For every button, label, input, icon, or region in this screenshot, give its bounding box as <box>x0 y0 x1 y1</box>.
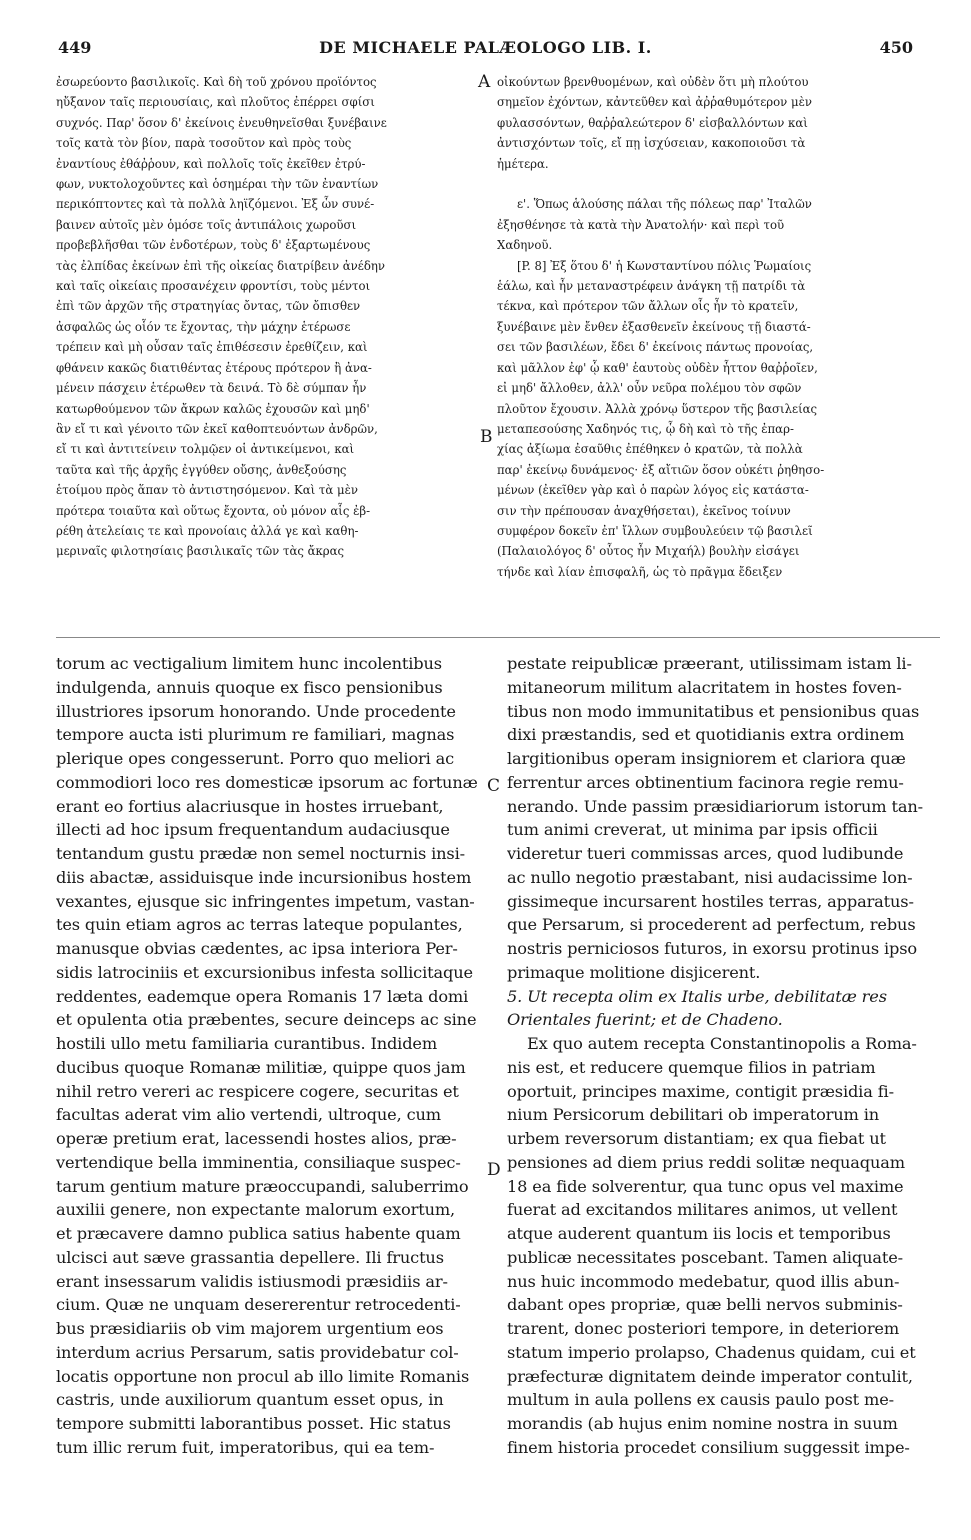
greek-left-line: ἑτοίμου πρὸς ἅπαν τὸ ἀντιστησόμενον. Καὶ τὰ μὲν <box>56 483 358 498</box>
greek-right-line: ε'. Ὅπως ἁλούσης πάλαι τῆς πόλεως παρ' Ἰταλῶν <box>517 197 812 212</box>
latin-left-line: tentandum gustu prædæ non semel nocturnis insi- <box>56 844 465 863</box>
greek-right-line: ξυνέβαινε μὲν ἔνθεν ἐξασθενεῖν ἐκείνους τῇ διαστά- <box>497 319 811 334</box>
greek-right-line: ἡμέτερα. <box>497 156 549 171</box>
greek-left-line: ηὔξανον ταῖς περιουσίαις, καὶ πλοῦτος ἐπέρρει σφίσι <box>56 95 375 110</box>
latin-left-line: et opulenta otia præbentes, secure deinceps ac sine <box>56 1010 477 1030</box>
latin-right-line: pestate reipublicæ præerant, utilissimam istam li- <box>507 654 912 673</box>
greek-right-line: ἑάλω, καὶ ἦν μεταναστρέφειν ἀνάγκη τῇ πατρίδι τὰ <box>497 279 806 294</box>
latin-right-line: finem historia procedet consilium suggessit impe- <box>507 1437 910 1457</box>
latin-right-line: tum animi creverat, ut minima par ipsis officii <box>507 820 878 840</box>
latin-left-line: tempore aucta isti plurimum re familiari, magnas <box>56 725 455 745</box>
latin-right-line: urbem reversorum distantiam; ex qua fiebat ut <box>507 1129 886 1148</box>
greek-left-line: βαινεν αὐτοῖς μὲν ὁμόσε τοῖς ἀντιπάλοις χωροῦσι <box>56 217 357 232</box>
greek-column-left <box>56 72 478 562</box>
latin-left-line: interdum acrius Persarum, satis providebatur col- <box>56 1342 459 1362</box>
latin-left-line: erant insessarum validis istiusmodi præsidiis ar- <box>56 1271 448 1291</box>
latin-left-line: erant eo fortius alacriusque in hostes irruebant, <box>56 796 444 816</box>
greek-left-line: κατωρθούμενον τῶν ἄκρων καλῶς ἐχουσῶν καὶ μηδ' <box>56 401 370 416</box>
latin-left-line: ducibus quoque Romanæ militiæ, quippe quos jam <box>56 1057 466 1077</box>
greek-right-line: Χαδηνοῦ. <box>497 238 553 253</box>
greek-right-line: χίας ἀξίωμα ἐσαῦθις ἐπέθηκεν ὁ κρατῶν, τὰ πολλὰ <box>497 442 803 457</box>
greek-right-line: σημεῖον ἐχόντων, κἀντεῦθεν καὶ ἀῤῥαθυμότερον μὲν <box>497 95 812 110</box>
latin-right-line: dixi præstandis, sed et quotidianis extra ordinem <box>507 725 905 745</box>
latin-left-line: locatis opportune non procul ab illo limite Romanis <box>56 1366 470 1386</box>
latin-right-line: publicæ necessitates poscebant. Tamen aliquate- <box>507 1247 904 1267</box>
greek-left-line: ἂν εἴ τι καὶ γένοιτο τῶν ἐκεῖ καθοπτευόντων ἀνδρῶν, <box>56 421 378 436</box>
latin-right-line: 18 ea fide solverentur, qua tunc opus vel maxime <box>507 1176 904 1196</box>
running-title: DE MICHAELE PALÆOLOGO LIB. I. <box>319 38 652 57</box>
greek-right-line: εἰ μηδ' ἄλλοθεν, ἀλλ' οὖν νεῦρα πολέμου τὸν σφῶν <box>497 381 802 396</box>
latin-left-line: bus præsidiariis ob vim majorem urgentium eos <box>56 1319 444 1338</box>
latin-right-line: ferrentur arces obtinentium facinora regie remu- <box>507 772 904 792</box>
latin-right-line: dabant opes propriæ, quæ belli nervos subminis- <box>507 1295 903 1315</box>
greek-right-line: μένων (ἐκεῖθεν γὰρ καὶ ὁ παρὼν λόγος εἰς κατάστα- <box>497 483 809 498</box>
latin-right-line: videretur tueri commissas arces, quod ludibunde <box>507 844 904 863</box>
greek-left-line: ἐπὶ τῶν ἀρχῶν τῆς στρατηγίας ὄντας, τῶν ὄπισθεν <box>56 299 361 314</box>
latin-left-line: illecti ad hoc ipsum frequentandum audaciusque <box>56 820 450 840</box>
latin-left-line: plerique opes congesserunt. Porro quo meliori ac <box>56 749 455 768</box>
latin-left-line: commodiori loco res domesticæ ipsorum ac fortunæ <box>56 772 478 792</box>
greek-right-line: συμφέρον δοκεῖν ἐπ' ἴλλων συμβουλεύειν τῷ βασιλεῖ <box>497 523 813 538</box>
page-number-left: 449 <box>58 38 92 57</box>
latin-right-line: multum in aula pollens ex causis paulo post me- <box>507 1390 894 1410</box>
latin-left-line: hostili ullo metu familiaria curantibus. Indidem <box>56 1034 438 1053</box>
latin-left-line: illustriores ipsorum honorando. Unde procedente <box>56 701 456 721</box>
greek-right-line <box>497 174 923 194</box>
greek-right-line: καὶ μᾶλλον ἐφ' ᾧ καθ' ἑαυτοὺς οὐδὲν ἧττον θαῤῥοῖεν, <box>497 360 818 375</box>
latin-right-line: mitaneorum militum alacritatem in hostes foven- <box>507 677 902 697</box>
latin-left-line: vertendique bella imminentia, consiliaque suspec- <box>56 1152 461 1172</box>
latin-left-line: indulgenda, annuis quoque ex fisco pensionibus <box>56 677 443 697</box>
latin-right-line: que Persarum, si procederent ad perfectum, rebus <box>507 915 916 935</box>
latin-left-line: et præcavere damno publica satius habente quam <box>56 1224 461 1243</box>
latin-left-line: torum ac vectigalium limitem hunc incolentibus <box>56 654 442 673</box>
greek-right-line: ἐξησθένησε τὰ κατὰ τὴν Ἀνατολήν· καὶ περὶ τοῦ <box>497 217 785 232</box>
latin-left-line: vexantes, ejusque sic infringentes impetum, vastan- <box>56 891 475 911</box>
latin-left-line: diis abactæ, assiduisque inde incursionibus hostem <box>56 867 472 887</box>
greek-right-line: φυλασσόντων, θαῤῥαλεώτερον δ' εἰσβαλλόντων καὶ <box>497 115 808 130</box>
margin-letter-d: D <box>487 1160 501 1180</box>
latin-right-line: gissimeque incursarent hostiles terras, apparatus- <box>507 891 914 911</box>
latin-right-line: Ex quo autem recepta Constantinopolis a Roma- <box>527 1034 917 1053</box>
latin-left-line: cium. Quæ ne unquam desererentur retrocedenti- <box>56 1295 461 1315</box>
greek-right-line: οἰκούντων βρενθυομένων, καὶ οὐδὲν ὅτι μὴ πλούτου <box>497 75 809 89</box>
greek-left-line: φθάνειν κακῶς διατιθέντας ἑτέρους πρότερον ἢ ἀνα- <box>56 360 372 375</box>
latin-right-line: nostris perniciosos futuros, in exorsu protinus ipso <box>507 939 918 958</box>
latin-right-line: primaque molitione disjicerent. <box>507 962 761 982</box>
latin-left-line: tempore submitti laborantibus posset. Hic status <box>56 1414 451 1433</box>
latin-right-line: oportuit, principes maxime, contigit præsidia fi- <box>507 1081 894 1101</box>
greek-right-line: σει τῶν βασιλέων, ἔδει δ' ἐκείνοις πάντως προνοίας, <box>497 340 814 355</box>
latin-left-line: facultas aderat vim alio vertendi, ultroque, cum <box>56 1105 441 1125</box>
latin-right-line: nium Persicorum debilitari ob imperatorum in <box>507 1105 880 1125</box>
greek-left-line: τοῖς κατὰ τὸν βίον, παρὰ τοσοῦτον καὶ πρὸς τοὺς <box>56 136 352 151</box>
latin-right-line: trarent, donec posteriori tempore, in deteriorem <box>507 1319 900 1338</box>
page-number-right: 450 <box>879 38 913 57</box>
greek-left-line: ἐσωρεύοντο βασιλικοῖς. Καὶ δὴ τοῦ χρόνου προϊόντος <box>56 75 377 89</box>
latin-left-line: ulcisci aut sæve grassantia depellere. Ili fructus <box>56 1247 444 1267</box>
latin-right-line: tibus non modo immunitatibus et pensionibus quas <box>507 701 920 721</box>
greek-left-line: τὰς ἐλπίδας ἐκείνων ἐπὶ τῆς οἰκείας διατρίβειν ἀνέδην <box>56 258 385 273</box>
greek-left-line: προβεβλῆσθαι τῶν ἐνδοτέρων, τοὺς δ' ἐξαρτωμένους <box>56 238 371 253</box>
greek-left-line: συχνός. Παρ' ὅσον δ' ἐκείνοις ἐνευθηνεῖσθαι ξυνέβαινε <box>56 115 387 130</box>
latin-left-line: nihil retro vereri ac respicere cogere, securitas et <box>56 1081 459 1101</box>
greek-right-line: (Παλαιολόγος δ' οὗτος ἦν Μιχαήλ) βουλὴν εἰσάγει <box>497 544 800 559</box>
latin-right-line: præfecturæ dignitatem deinde imperator contulit, <box>507 1366 913 1386</box>
greek-right-line: πλοῦτον ἔχουσιν. Ἀλλὰ χρόνῳ ὕστερον τῆς βασιλείας <box>497 401 818 416</box>
margin-letter-a: A <box>478 72 491 92</box>
greek-left-line: περικόπτοντες καὶ τὰ πολλὰ ληϊζόμενοι. Ἐξ ὧν συνέ- <box>56 197 375 212</box>
greek-right-line: [P. 8] Ἐξ ὅτου δ' ἡ Κωνσταντίνου πόλις Ῥωμαίοις <box>517 258 812 273</box>
latin-right-line: nis est, et reducere quemque filios in patriam <box>507 1057 876 1077</box>
greek-left-line: μένειν πάσχειν ἑτέρωθεν τὰ δεινά. Τὸ δὲ σύμπαν ἦν <box>56 381 367 396</box>
greek-left-line: ἀσφαλῶς ὡς οἷόν τε ἔχοντας, τὴν μάχην ἑτέρωσε <box>56 319 351 334</box>
greek-left-line: φων, νυκτολοχοῦντες καὶ ὁσημέραι τὴν τῶν ἐναντίων <box>56 177 379 192</box>
latin-right-line: statum imperio prolapso, Chadenus quidam, cui et <box>507 1342 916 1362</box>
greek-left-line: ἐναντίους ἐθάῤῥουν, καὶ πολλοῖς τοῖς ἐκεῖθεν ἐτρύ- <box>56 156 366 171</box>
greek-right-line: μεταπεσούσης Χαδηνός τις, ᾧ δὴ καὶ τὸ τῆς ἐπαρ- <box>497 421 794 436</box>
greek-column-right <box>497 72 923 582</box>
latin-left-line: tes quin etiam agros ac terras lateque populantes, <box>56 915 463 935</box>
latin-right-line: Orientales fuerint; et de Chadeno. <box>507 1010 783 1030</box>
latin-right-line: 5. Ut recepta olim ex Italis urbe, debilitatæ res <box>507 986 887 1006</box>
latin-left-line: manusque obvias cædentes, ac ipsa interiora Per- <box>56 939 458 958</box>
greek-left-line: μεριναῖς φιλοτησίαις βασιλικαῖς τῶν τὰς ἄκρας <box>56 544 345 559</box>
latin-left-line: tarum gentium mature præoccupandi, saluberrimo <box>56 1176 469 1196</box>
latin-left-line: operæ pretium erat, lacessendi hostes alios, præ- <box>56 1129 457 1148</box>
latin-right-line: ac nullo negotio præstabant, nisi audacissime lon- <box>507 867 913 887</box>
latin-column-left <box>56 652 486 1460</box>
greek-left-line: ρέθη ἀτελείαις τε καὶ προνοίαις ἀλλά γε καὶ καθη- <box>56 523 359 538</box>
latin-left-line: tum illic rerum fuit, imperatoribus, qui ea tem- <box>56 1437 435 1457</box>
latin-left-line: auxilii genere, non expectante malorum exortum, <box>56 1200 456 1220</box>
latin-right-line: morandis (ab hujus enim nomine nostra in suum <box>507 1414 898 1433</box>
latin-left-line: reddentes, eademque opera Romanis 17 læta domi <box>56 986 469 1006</box>
greek-right-line: τήνδε καὶ λίαν ἐπισφαλῆ, ὡς τὸ πρᾶγμα ἔδειξεν <box>497 564 783 579</box>
latin-column-right <box>507 652 937 1460</box>
greek-left-line: ταῦτα καὶ τῆς ἀρχῆς ἐγγύθεν οὔσης, ἀνθεξούσης <box>56 462 347 477</box>
greek-right-line: ἀντισχόντων τοῖς, εἴ πῃ ἰσχύσειαν, κακοποιοῦσι τὰ <box>497 136 806 151</box>
latin-right-line: atque auderent quantum iis locis et temporibus <box>507 1224 891 1243</box>
greek-left-line: πρότερα τοιαῦτα καὶ οὕτως ἔχοντα, οὐ μόνον αἷς ἐβ- <box>56 503 371 518</box>
greek-left-line: καὶ ταῖς οἰκείαις προσανέχειν φροντίσι, τοὺς μέντοι <box>56 279 371 294</box>
margin-letter-c: C <box>487 776 501 796</box>
margin-letter-b: B <box>480 427 493 447</box>
latin-right-line: largitionibus operam insigniorem et clariora quæ <box>507 749 906 768</box>
latin-left-line: castris, unde auxiliorum quantum esset opus, in <box>56 1390 444 1410</box>
greek-right-line: τέκνα, καὶ πρότερον τῶν ἄλλων οἷς ἦν τὸ κρατεῖν, <box>497 299 799 314</box>
latin-right-line: nus huic incommodo medebatur, quod illis abun- <box>507 1271 900 1291</box>
latin-left-line: sidis latrociniis et excursionibus infesta sollicitaque <box>56 962 473 982</box>
greek-left-line: τρέπειν καὶ μὴ οὖσαν ταῖς ἐπιθέσεσιν ἐρεθίζειν, καὶ <box>56 340 368 355</box>
section-divider <box>56 637 940 638</box>
greek-right-line: παρ' ἐκείνῳ δυνάμενος· ἐξ αἴτιῶν ὅσον οὐκέτι ῥηθησο- <box>497 462 825 477</box>
greek-right-line: σιν τὴν πρέπουσαν ἀναχθήσεται), ἐκεῖνος τοίνυν <box>497 503 791 518</box>
greek-left-line: εἴ τι καὶ ἀντιτείνειν τολμῷεν οἱ ἀντικείμενοι, καὶ <box>56 442 355 457</box>
latin-right-line: fuerat ad excitandos militares animos, ut vellent <box>507 1200 898 1220</box>
latin-right-line: nerando. Unde passim præsidiariorum istorum tan- <box>507 796 923 816</box>
latin-right-line: pensiones ad diem prius reddi solitæ nequaquam <box>507 1152 905 1172</box>
